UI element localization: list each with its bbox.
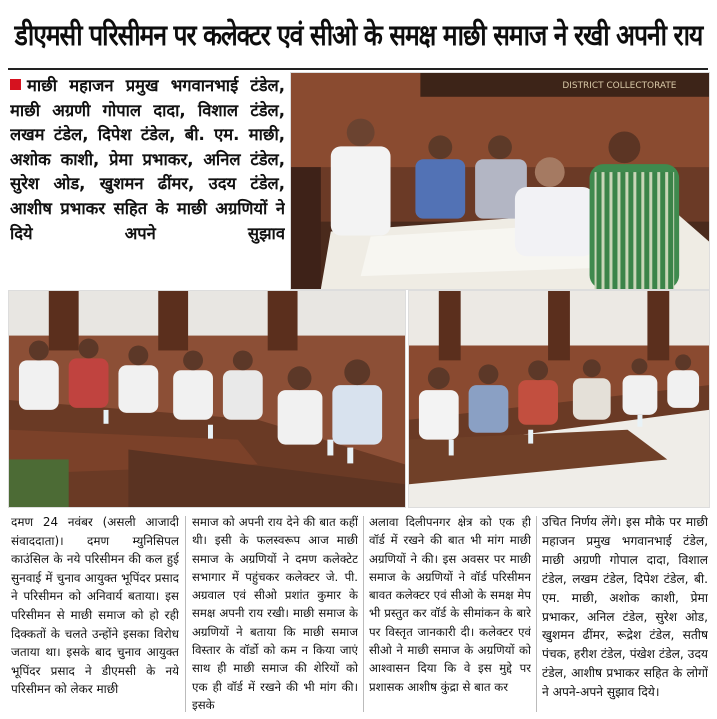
headline-rule — [8, 68, 708, 70]
article-column-1-text: दमण 24 नवंबर (असली आजादी संवाददाता)। दमण म्युनिसिपल काउंसिल के नये परिसीमन की कल हुई सुनवाई में चुनाव आयुक्त भूपिंदर प्रसाद ने परिसीमन को अनिवार्य बताया। इस परिसीमन से माछी समाज को हो रही दिक्कतों के चलते उन्होंने इसका विरोध जताया था। इसके बाद चुनाव आयुक्त भूपिंदर प्रसाद ने डीएमसी के नये परिसीमन को लेकर माछी — [11, 515, 179, 697]
article-column-4 — [542, 513, 708, 715]
column-divider — [185, 516, 186, 712]
photo-conference-hall-right — [408, 290, 710, 508]
column-divider — [536, 516, 537, 712]
highlight-text: माछी महाजन प्रमुख भगवानभाई टंडेल, माछी अग्रणी गोपाल दादा, विशाल टंडेल, लखम टंडेल, दिपेश टंडेल, बी. एम. माछी, अशोक काशी, प्रेमा प्रभाकर, अनिल टंडेल, सुरेश ओड, खुशमन ढींमर, उदय टंडेल, आशीष प्रभाकर सहित के माछी अग्रणियों ने दिये अपने सुझाव — [10, 76, 285, 243]
article-column-2 — [192, 513, 358, 715]
article-column-4-text: उचित निर्णय लेंगे। इस मौके पर माछी महाजन प्रमुख भगवानभाई टंडेल, माछी अग्रणी गोपाल दादा, विशाल टंडेल, लखम टंडेल, दिपेश टंडेल, बी. एम. माछी, अशोक काशी, प्रेमा प्रभाकर, अनिल टंडेल, सुरेश ओड, खुशमन ढींमर, रूद्रेश टंडेल, सतीष पंचक, हरीश टंडेल, पंखेश टंडेल, उदय टंडेल, आशीष प्रभाकर सहित के लोगों ने अपने-अपने सुझाव दिये। — [542, 515, 708, 700]
photo-conference-hall-right-image — [409, 291, 709, 507]
article-column-2-text: समाज को अपनी राय देने की बात कहीं थी। इसी के फलस्वरूप आज माछी समाज के अग्रणियों ने दमण कलेक्टेट सभागार में पहुंचकर कलेक्टर जे. पी. अग्रवाल एवं सीओ प्रशांत कुमार के समक्ष अपनी राय रखी। माछी समाज के अग्रणियों ने बताया कि माछी समाज विस्तार के वॉर्डो को कम न किया जाएं साथ ही माछी समाज की शेरियों को एक ही वॉर्ड में रखने की भी मांग की। इसके — [192, 515, 358, 712]
photo-signage-text: DISTRICT COLLECTORATE — [562, 80, 677, 91]
article-column-1 — [11, 513, 179, 715]
headline-text: डीएमसी परिसीमन पर कलेक्टर एवं सीओ के समक्ष माछी समाज ने रखी अपनी राय — [14, 17, 703, 52]
red-square-marker — [10, 79, 21, 90]
photo-map-discussion-image — [291, 73, 709, 289]
article-column-3-text: अलावा दिलीपनगर क्षेत्र को एक ही वॉर्ड में रखने की बात भी मांग माछी अग्रणियों ने की। इस अवसर पर माछी समाज के अग्रणियों ने वॉर्ड परिसीमन बावत कलेक्टर एवं सीओ के समक्ष मेप भी प्रस्तुत कर वॉर्ड के सीमांकन के बारे पर विस्तृत जानकारी दी। कलेक्टर एवं सीओ ने माछी समाज के अग्रणियों को आश्वासन दिया कि वे इस मुद्दे पर प्रशासक आशीष कुंद्रा से बात कर — [369, 515, 531, 694]
highlight-box — [10, 74, 285, 288]
article-column-3 — [369, 513, 531, 715]
photo-conference-hall-left-image — [9, 291, 405, 507]
headline — [0, 0, 717, 68]
column-divider — [363, 516, 364, 712]
photo-map-discussion — [290, 72, 710, 290]
photo-conference-hall-left — [8, 290, 406, 508]
